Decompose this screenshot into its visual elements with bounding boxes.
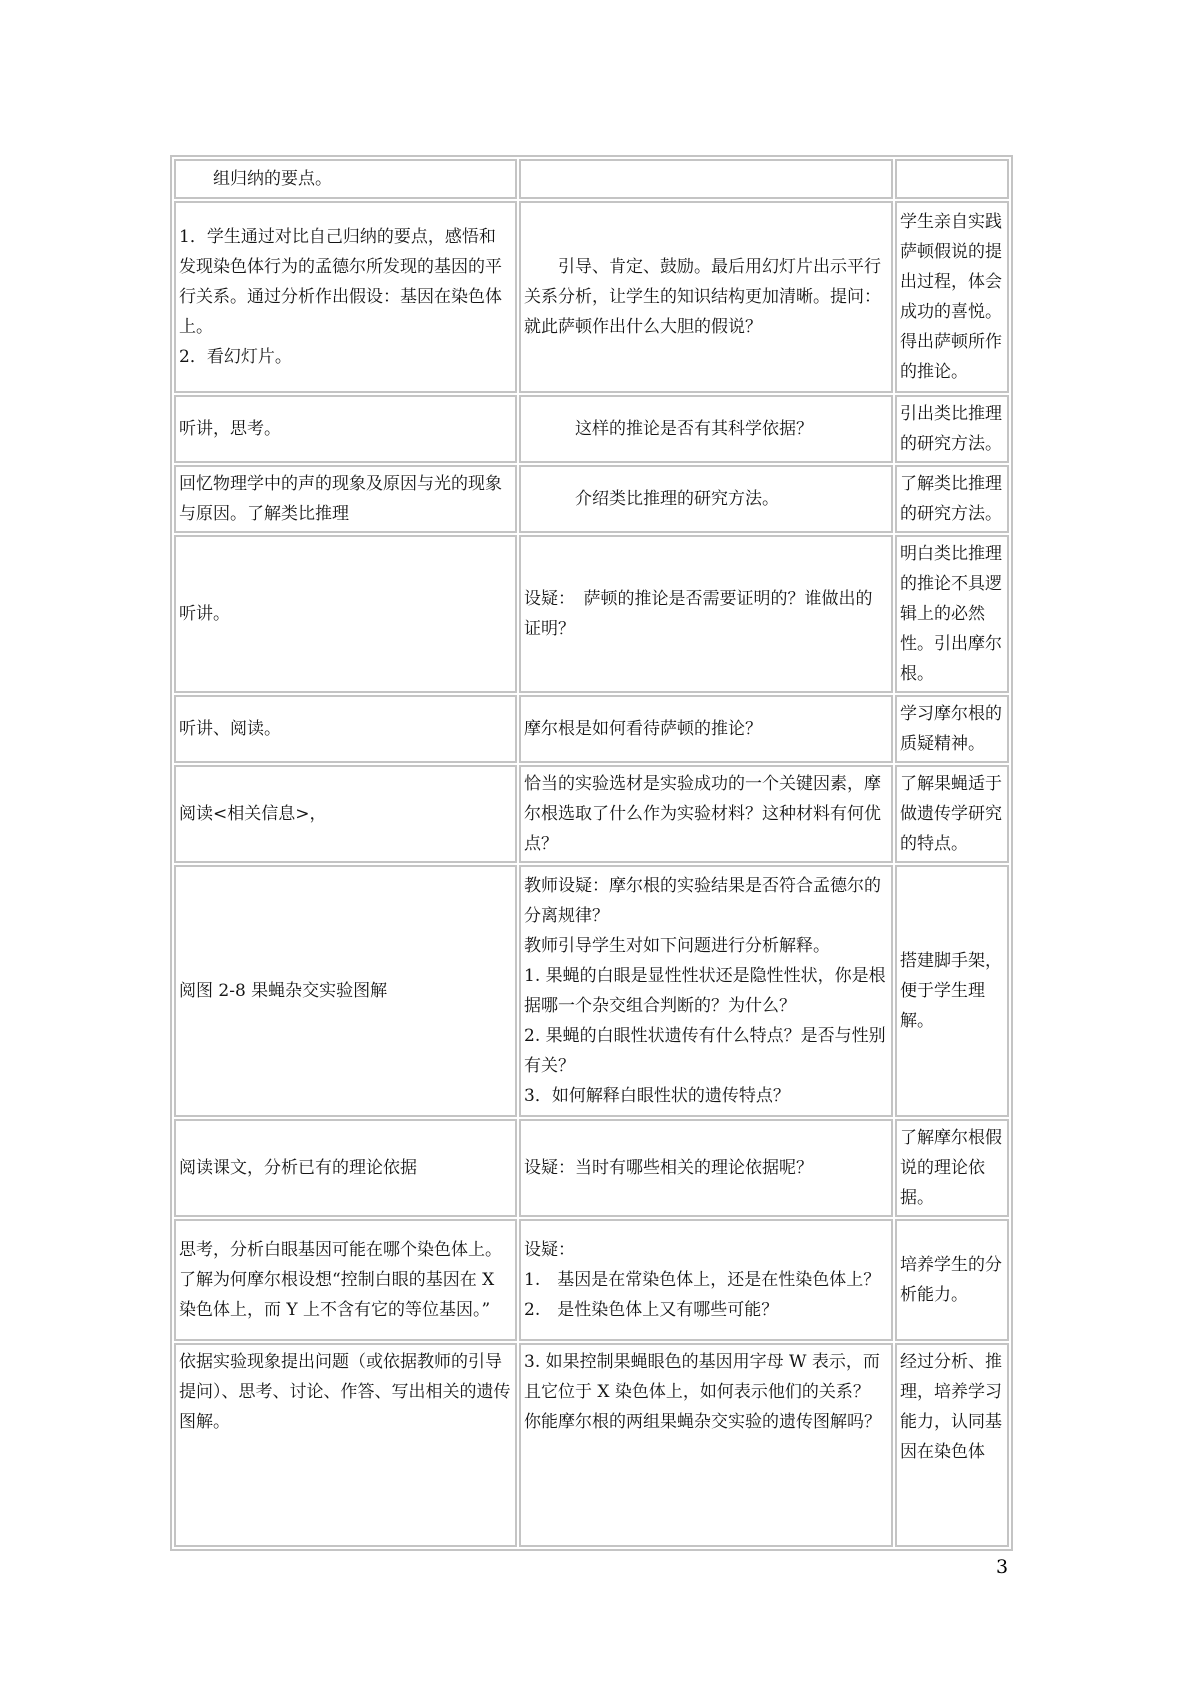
cell-text: 这样的推论是否有其科学依据？	[575, 419, 813, 439]
student-activity-cell	[174, 395, 517, 463]
cell-text: 培养学生的分析能力。	[900, 1255, 1002, 1305]
teacher-guidance-cell	[519, 535, 893, 693]
table-row	[174, 535, 1009, 693]
cell-text: 了解类比推理的研究方法。	[900, 474, 1002, 524]
student-activity-cell	[174, 695, 517, 763]
student-activity-cell	[174, 1343, 517, 1547]
cell-text: 1．学生通过对比自己归纳的要点，感悟和发现染色体行为的孟德尔所发现的基因的平行关系。通过分析作出假设：基因在染色体上。	[179, 227, 502, 337]
cell-text: 依据实验现象提出问题（或依据教师的引导提问）、思考、讨论、作答、写出相关的遗传图解。	[179, 1352, 511, 1432]
cell-text: 了解为何摩尔根设想“控制白眼的基因在 X 染色体上，而 Y 上不含有它的等位基因。”	[179, 1270, 495, 1320]
table-row	[174, 465, 1009, 533]
student-activity-cell	[174, 535, 517, 693]
table-row	[174, 695, 1009, 763]
cell-text: 阅读<相关信息>，	[179, 804, 327, 824]
teacher-guidance-cell	[519, 1343, 893, 1547]
student-activity-cell	[174, 1119, 517, 1217]
cell-text: 3. 如果控制果蝇眼色的基因用字母 W 表示，而且它位于 X 染色体上，如何表示他们的关系？	[524, 1352, 880, 1402]
cell-text: 你能摩尔根的两组果蝇杂交实验的遗传图解吗？	[524, 1412, 881, 1432]
page-number: 3	[996, 1556, 1009, 1578]
cell-text: 2. 果蝇的白眼性状遗传有什么特点？是否与性别有关？	[524, 1026, 886, 1076]
cell-text: 介绍类比推理的研究方法。	[575, 489, 779, 509]
teacher-guidance-cell	[519, 465, 893, 533]
table-row	[174, 201, 1009, 393]
design-intent-cell	[895, 159, 1009, 199]
cell-text: 设疑：	[524, 1240, 575, 1260]
teacher-guidance-cell	[519, 395, 893, 463]
cell-text: 搭建脚手架，便于学生理解。	[900, 951, 1002, 1031]
cell-text: 设疑：当时有哪些相关的理论依据呢？	[524, 1158, 813, 1178]
teacher-guidance-cell	[519, 1119, 893, 1217]
table-row	[174, 395, 1009, 463]
table-row	[174, 765, 1009, 863]
cell-text: 思考，分析白眼基因可能在哪个染色体上。	[179, 1240, 502, 1260]
cell-text: 阅图 2-8 果蝇杂交实验图解	[179, 981, 388, 1001]
design-intent-cell	[895, 1119, 1009, 1217]
cell-text: 引导、肯定、鼓励。最后用幻灯片出示平行关系分析，让学生的知识结构更加清晰。提问：就此萨顿作出什么大胆的假说？	[524, 257, 881, 337]
design-intent-cell	[895, 1219, 1009, 1341]
design-intent-cell	[895, 201, 1009, 393]
cell-text: 1. 基因是在常染色体上，还是在性染色体上？	[524, 1270, 881, 1290]
lesson-plan-table	[170, 155, 1013, 1551]
cell-text: 1. 果蝇的白眼是显性性状还是隐性性状，你是根据哪一个杂交组合判断的？为什么？	[524, 966, 886, 1016]
table-row	[174, 1343, 1009, 1547]
teacher-guidance-cell	[519, 201, 893, 393]
cell-text: 了解果蝇适于做遗传学研究的特点。	[900, 774, 1002, 854]
cell-text: 学习摩尔根的质疑精神。	[900, 704, 1002, 754]
design-intent-cell	[895, 465, 1009, 533]
teacher-guidance-cell	[519, 695, 893, 763]
student-activity-cell	[174, 201, 517, 393]
cell-text: 教师设疑：摩尔根的实验结果是否符合孟德尔的分离规律？	[524, 876, 881, 926]
cell-text: 引出类比推理的研究方法。	[900, 404, 1002, 454]
table-row	[174, 1119, 1009, 1217]
cell-text: 了解摩尔根假说的理论依据。	[900, 1128, 1002, 1208]
cell-text: 回忆物理学中的声的现象及原因与光的现象与原因。了解类比推理	[179, 474, 502, 524]
table-row	[174, 865, 1009, 1117]
teacher-guidance-cell	[519, 765, 893, 863]
table-row	[174, 159, 1009, 199]
cell-text: 明白类比推理的推论不具逻辑上的必然性。引出摩尔根。	[900, 544, 1002, 684]
table-row	[174, 1219, 1009, 1341]
cell-text: 2. 是性染色体上又有哪些可能？	[524, 1300, 779, 1320]
cell-text: 摩尔根是如何看待萨顿的推论？	[524, 719, 762, 739]
cell-text: 听讲，思考。	[179, 419, 281, 439]
design-intent-cell	[895, 1343, 1009, 1547]
cell-text: 听讲。	[179, 604, 230, 624]
cell-text: 组归纳的要点。	[213, 169, 332, 189]
student-activity-cell	[174, 159, 517, 199]
cell-text: 教师引导学生对如下问题进行分析解释。	[524, 936, 830, 956]
design-intent-cell	[895, 765, 1009, 863]
student-activity-cell	[174, 465, 517, 533]
student-activity-cell	[174, 1219, 517, 1341]
cell-text: 学生亲自实践萨顿假说的提出过程，体会成功的喜悦。得出萨顿所作的推论。	[900, 212, 1002, 382]
design-intent-cell	[895, 695, 1009, 763]
teacher-guidance-cell	[519, 159, 893, 199]
cell-text: 2．看幻灯片。	[179, 347, 292, 367]
student-activity-cell	[174, 765, 517, 863]
cell-text: 3．如何解释白眼性状的遗传特点？	[524, 1086, 790, 1106]
cell-text: 恰当的实验选材是实验成功的一个关键因素，摩尔根选取了什么作为实验材料？这种材料有何优点？	[524, 774, 881, 854]
student-activity-cell	[174, 865, 517, 1117]
design-intent-cell	[895, 865, 1009, 1117]
cell-text: 经过分析、推理，培养学习能力，认同基因在染色体	[900, 1352, 1002, 1462]
teacher-guidance-cell	[519, 1219, 893, 1341]
cell-text: 听讲、阅读。	[179, 719, 281, 739]
design-intent-cell	[895, 535, 1009, 693]
teacher-guidance-cell	[519, 865, 893, 1117]
cell-text: 阅读课文，分析已有的理论依据	[179, 1158, 417, 1178]
cell-text: 设疑： 萨顿的推论是否需要证明的？谁做出的证明？	[524, 589, 873, 639]
design-intent-cell	[895, 395, 1009, 463]
